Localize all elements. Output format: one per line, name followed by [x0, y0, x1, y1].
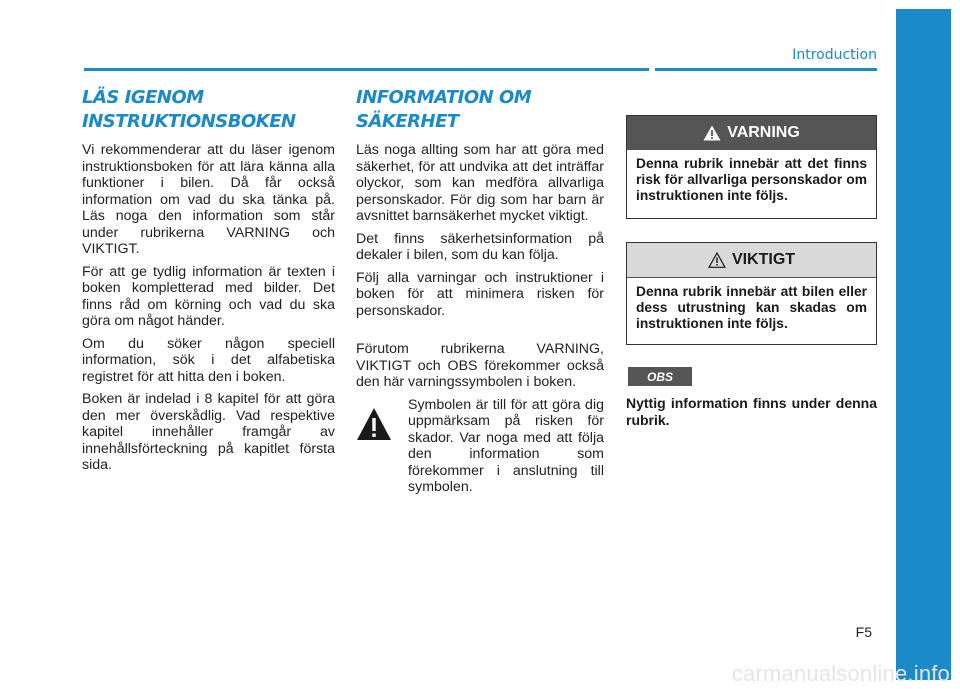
safety-info-heading: INFORMATION OM SÄKERHET — [356, 87, 532, 132]
warning-text: Denna rubrik innebär att det finns risk för allvarliga personskador om instruktionen inte följs. — [636, 156, 867, 203]
paragraph: Om du söker någon speciell information, sök i det alfabetiska registret för att hitta den i boken. — [82, 335, 335, 385]
watermark: carmanualsonline.info — [731, 661, 950, 686]
note-badge: OBS — [628, 367, 692, 386]
read-manual-heading — [82, 86, 335, 134]
paragraph: Förutom rubrikerna VARNING, VIKTIGT och OBS förekommer också den här varningssymbolen i boken. — [356, 341, 604, 390]
caution-box-header — [627, 243, 876, 278]
paragraph: Läs noga allting som har att göra med säkerhet, för att undvika att det inträffar olyckor, som kan medföra allvarliga personskador. För dig som har barn är avsnittet barnsäkerhet mycket viktigt. — [356, 142, 604, 224]
warning-box-header — [627, 116, 876, 150]
warning-icon — [703, 125, 721, 141]
section-title: Introduction — [792, 47, 877, 63]
chapter-side-tab — [896, 9, 951, 680]
warning-label: VARNING — [727, 124, 800, 141]
warning-triangle-icon — [356, 397, 408, 496]
read-manual-column — [82, 86, 335, 480]
symbol-description: Symbolen är till för att göra dig uppmärksam på risken för skador. Var noga med att följa den information som förekommer i anslutning till symbolen. — [408, 396, 604, 495]
note-text: Nyttig information finns under denna rubrik. — [626, 395, 877, 428]
paragraph: Vi rekommenderar att du läser igenom instruktionsboken för att lära känna alla funktioner i bilen. Då får också information om vad du ska tänka på. Läs noga den information som står under rubrikerna VARNING och VIKTIGT. — [82, 142, 335, 257]
read-manual-heading-line1: LÄS IGENOM — [82, 87, 204, 108]
caution-label: VIKTIGT — [731, 251, 796, 268]
caution-icon — [708, 252, 726, 268]
header-rule — [84, 68, 877, 71]
paragraph: Boken är indelad i 8 kapitel för att göra den mer överskådlig. Vad respektive kapitel innehåller framgår av innehållsförteckning på kapitlet första sida. — [82, 391, 335, 473]
paragraph: Följ alla varningar och instruktioner i boken för att minimera risken för personskador. — [356, 269, 604, 319]
page-number: F5 — [855, 624, 872, 640]
warning-symbol-explanation — [356, 397, 604, 496]
warning-box — [626, 115, 877, 219]
read-manual-heading-line2: INSTRUKTIONSBOKEN — [82, 111, 296, 132]
paragraph: För att ge tydlig information är texten i boken kompletterad med bilder. Det finns råd om körning och vad du ska göra om något händer. — [82, 263, 335, 329]
paragraph: Det finns säkerhetsinformation på dekaler i bilen, som du kan följa. — [356, 230, 604, 263]
caution-box — [626, 242, 877, 345]
caution-text: Denna rubrik innebär att bilen eller dess utrustning kan skadas om instruktionen inte följs. — [636, 284, 867, 331]
safety-info-column — [356, 86, 604, 496]
